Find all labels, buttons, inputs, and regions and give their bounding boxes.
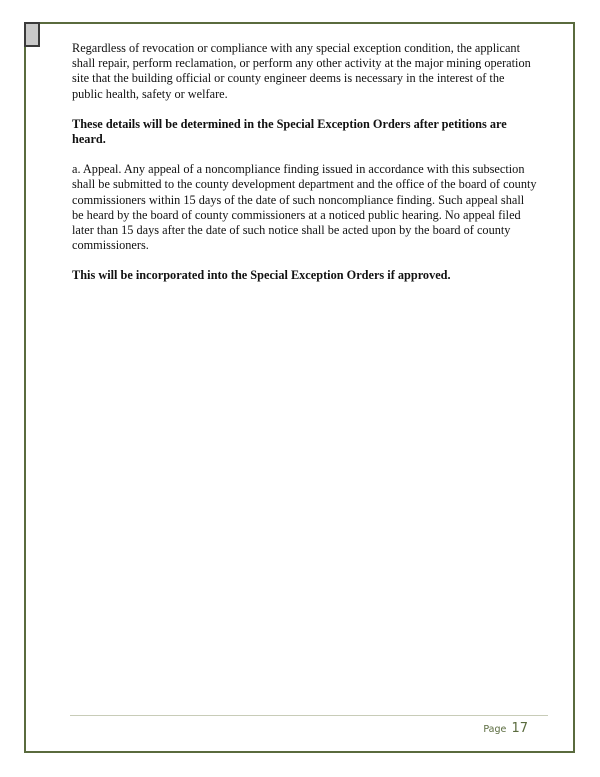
footer-divider	[70, 715, 548, 716]
note-special-exception-details: These details will be determined in the Special Exception Orders after petitions are heard.	[72, 116, 507, 147]
note-incorporated: This will be incorporated into the Special Exception Orders if approved.	[72, 268, 451, 283]
paragraph-revocation: Regardless of revocation or compliance with any special exception condition, the applicant shall repair, perform reclamation, or perform any other activity at the major mining operation site that the building official or county engineer deems is necessary in the interest of the public health, safety or welfare.	[72, 41, 531, 101]
page-label: Page	[483, 724, 507, 735]
page-number: 17	[511, 721, 528, 736]
corner-marker	[24, 22, 40, 47]
document-body	[72, 41, 538, 299]
paragraph-appeal: a. Appeal. Any appeal of a noncompliance finding issued in accordance with this subsection shall be submitted to the county development department and the office of the board of county commissioners within 15 days of the date of such noncompliance finding. Such appeal shall be heard by the board of county commissioners at a noticed public hearing. No appeal filed later than 15 days after the date of such notice shall be acted upon by the board of county commissioners.	[72, 162, 537, 253]
page-footer	[483, 717, 528, 736]
